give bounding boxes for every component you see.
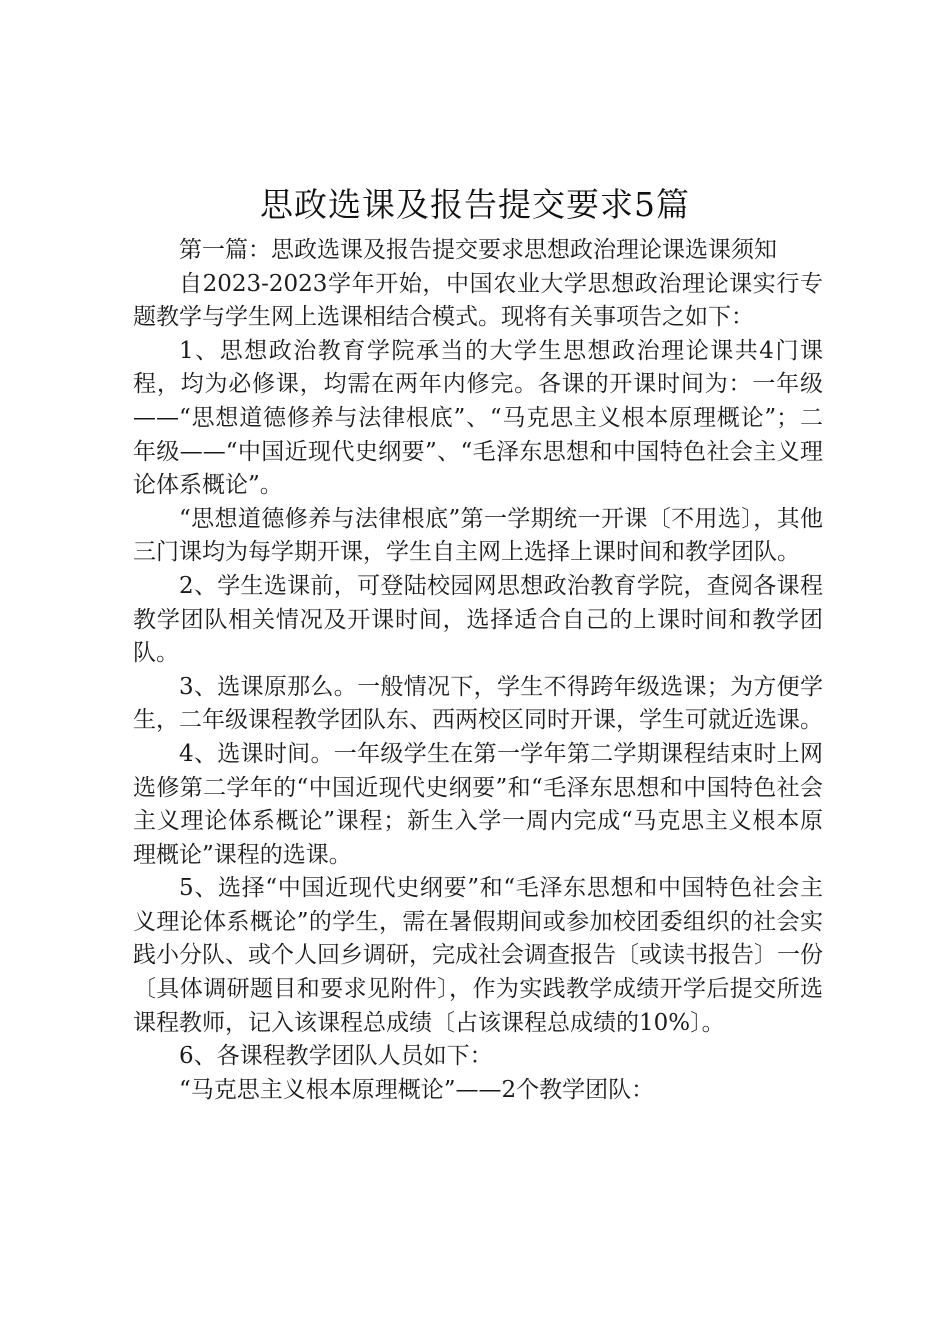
paragraph: “马克思主义根本原理概论”——2个教学团队： xyxy=(179,1076,655,1103)
paragraph: 1、思想政治教育学院承当的大学生思想政治理论课共4门课程，均为必修课，均需在两年内修完。各课的开课时间为：一年级——“思想道德修养与法律根底”、“马克思主义根本原理概论”；二年级——“中国近现代史纲要”、“毛泽东思想和中国特色社会主义理论体系概论”。 xyxy=(133,337,823,499)
paragraph: 自2023-2023学年开始，中国农业大学思想政治理论课实行专题教学与学生网上选课相结合模式。现将有关事项告之如下： xyxy=(133,270,823,331)
paragraph: 2、学生选课前，可登陆校园网思想政治教育学院，查阅各课程教学团队相关情况及开课时间，选择适合自己的上课时间和教学团队。 xyxy=(133,572,823,667)
paragraph: 6、各课程教学团队人员如下： xyxy=(179,1043,493,1070)
paragraph-heading: 第一篇：思政选课及报告提交要求思想政治理论课选课须知 xyxy=(179,237,777,263)
document-body xyxy=(133,234,823,1107)
paragraph: 5、选择“中国近现代史纲要”和“毛泽东思想和中国特色社会主义理论体系概论”的学生，需在暑假期间或参加校团委组织的社会实践小分队、或个人回乡调研，完成社会调查报告〔或读书报告〕一份〔具体调研题目和要求见附件〕，作为实践教学成绩开学后提交所选课程教师，记入该课程总成绩〔占该课程总成绩的10%〕。 xyxy=(133,875,823,1036)
paragraph: “思想道德修养与法律根底”第一学期统一开课〔不用选〕，其他三门课均为每学期开课，学生自主网上选择上课时间和教学团队。 xyxy=(133,505,823,566)
document-title: 思政选课及报告提交要求5篇 xyxy=(260,185,690,224)
paragraph: 4、选课时间。一年级学生在第一学年第二学期课程结束时上网选修第二学年的“中国近现代史纲要”和“毛泽东思想和中国特色社会主义理论体系概论”课程；新生入学一周内完成“马克思主义根本原理概论”课程的选课。 xyxy=(133,740,823,868)
paragraph: 3、选课原那么。一般情况下，学生不得跨年级选课；为方便学生，二年级课程教学团队东、西两校区同时开课，学生可就近选课。 xyxy=(133,673,823,734)
